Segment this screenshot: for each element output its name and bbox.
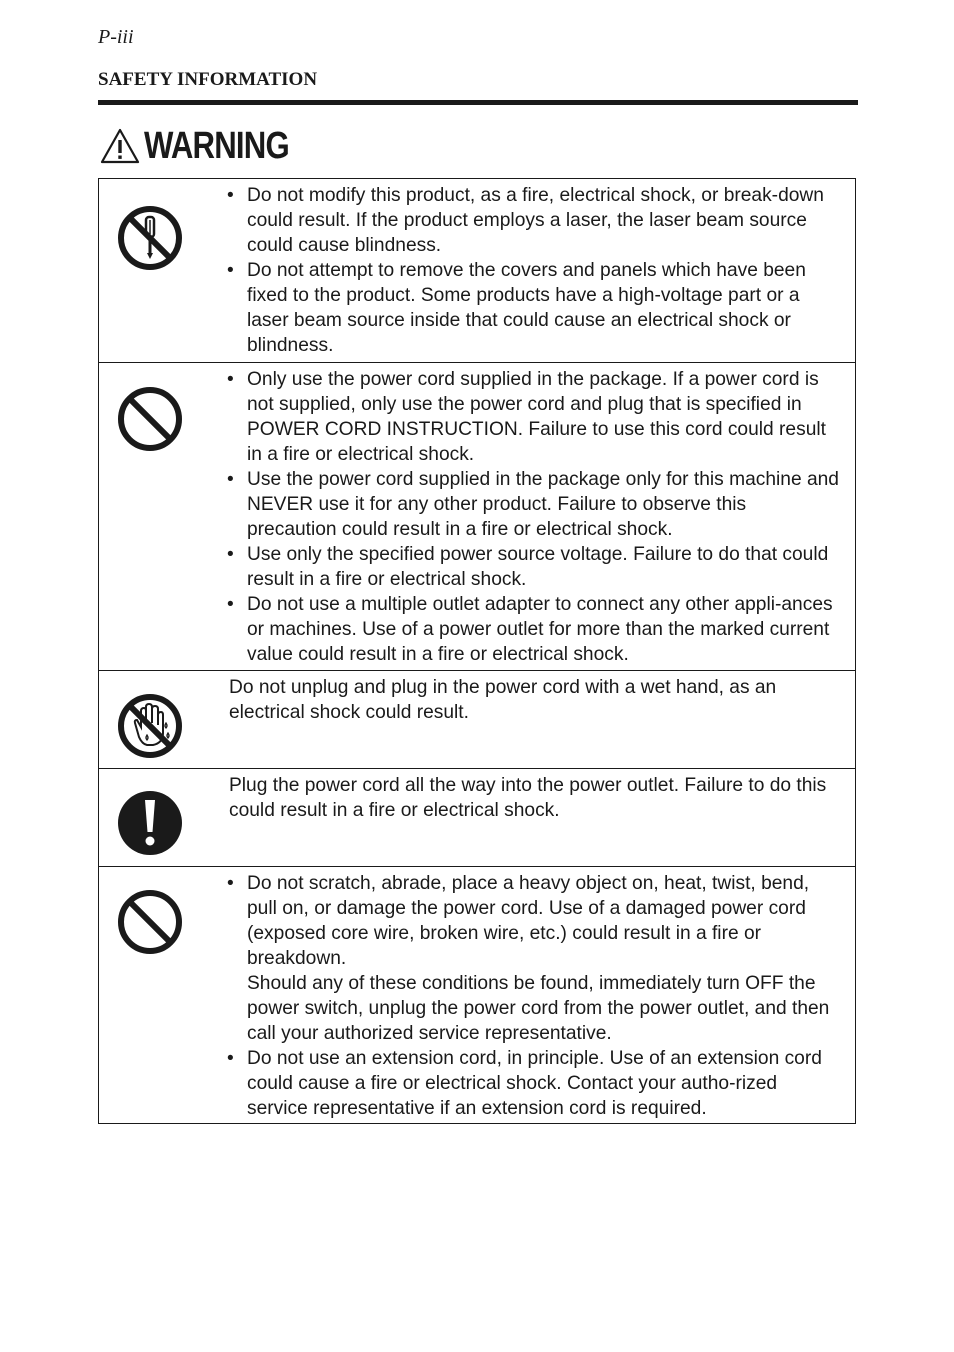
row-text — [203, 867, 855, 1123]
warning-row — [99, 866, 855, 1123]
list-item: • Use only the specified power source voltage. Failure to do that could result in a fire or electrical shock. — [227, 542, 839, 592]
list-item: • Do not scratch, abrade, place a heavy object on, heat, twist, bend, pull on, or damage the power cord. Use of a damaged power cord (exposed core wire, broken wire, etc.) could result in a fire or breakdown. Should any of these conditions be found, immediately turn OFF the power switch, unplug the power cord from the power outlet, and then call your authorized service representative. — [227, 871, 839, 1046]
page-number: P-iii — [98, 26, 134, 48]
warning-row — [99, 768, 855, 866]
row-text: Do not unplug and plug in the power cord with a wet hand, as an electrical shock could result. — [229, 677, 777, 723]
list-item: • Do not use a multiple outlet adapter to connect any other appli-ances or machines. Use of a power outlet for more than the marked current value could result in a fire or electrical shock. — [227, 592, 839, 667]
bullet-continuation: Should any of these conditions be found, immediately turn OFF the power switch, unplug the power cord from the power outlet, and then call your authorized service representative. — [247, 973, 830, 1044]
warning-row — [99, 670, 855, 768]
row-text — [203, 179, 855, 362]
section-title: SAFETY INFORMATION — [98, 69, 318, 90]
no-disassembly-icon — [117, 205, 183, 271]
icon-cell — [99, 671, 203, 768]
prohibited-icon — [117, 889, 183, 955]
warning-heading — [100, 124, 321, 168]
list-item: • Use the power cord supplied in the package only for this machine and NEVER use it for any other product. Failure to observe this precaution could result in a fire or electrical shock. — [227, 467, 839, 542]
warning-triangle-icon — [100, 127, 140, 165]
warning-row — [99, 362, 855, 670]
mandatory-action-icon — [117, 790, 183, 856]
icon-cell — [99, 363, 203, 670]
row-text — [203, 363, 855, 670]
icon-cell — [99, 769, 203, 866]
list-item: • Only use the power cord supplied in the package. If a power cord is not supplied, only use the power cord and plug that is specified in POWER CORD INSTRUCTION. Failure to use this cord could result in a fire or electrical shock. — [227, 367, 839, 467]
prohibited-icon — [117, 386, 183, 452]
list-item: • Do not modify this product, as a fire, electrical shock, or break-down could result. If the product employs a laser, the laser beam source could cause blindness. — [227, 183, 839, 258]
warning-title: WARNING — [144, 125, 289, 167]
header-rule — [98, 100, 858, 105]
row-text: Plug the power cord all the way into the power outlet. Failure to do this could result in a fire or electrical shock. — [229, 775, 827, 821]
warning-table — [98, 178, 856, 1124]
list-item: • Do not use an extension cord, in principle. Use of an extension cord could cause a fire or electrical shock. Contact your autho-rized service representative if an extension cord is required. — [227, 1046, 839, 1121]
icon-cell — [99, 179, 203, 362]
no-wet-hands-icon — [117, 693, 183, 759]
icon-cell — [99, 867, 203, 1123]
warning-row — [99, 179, 855, 362]
list-item: • Do not attempt to remove the covers and panels which have been fixed to the product. Some products have a high-voltage part or a laser beam source inside that could cause an electrical shock or blindness. — [227, 258, 839, 358]
